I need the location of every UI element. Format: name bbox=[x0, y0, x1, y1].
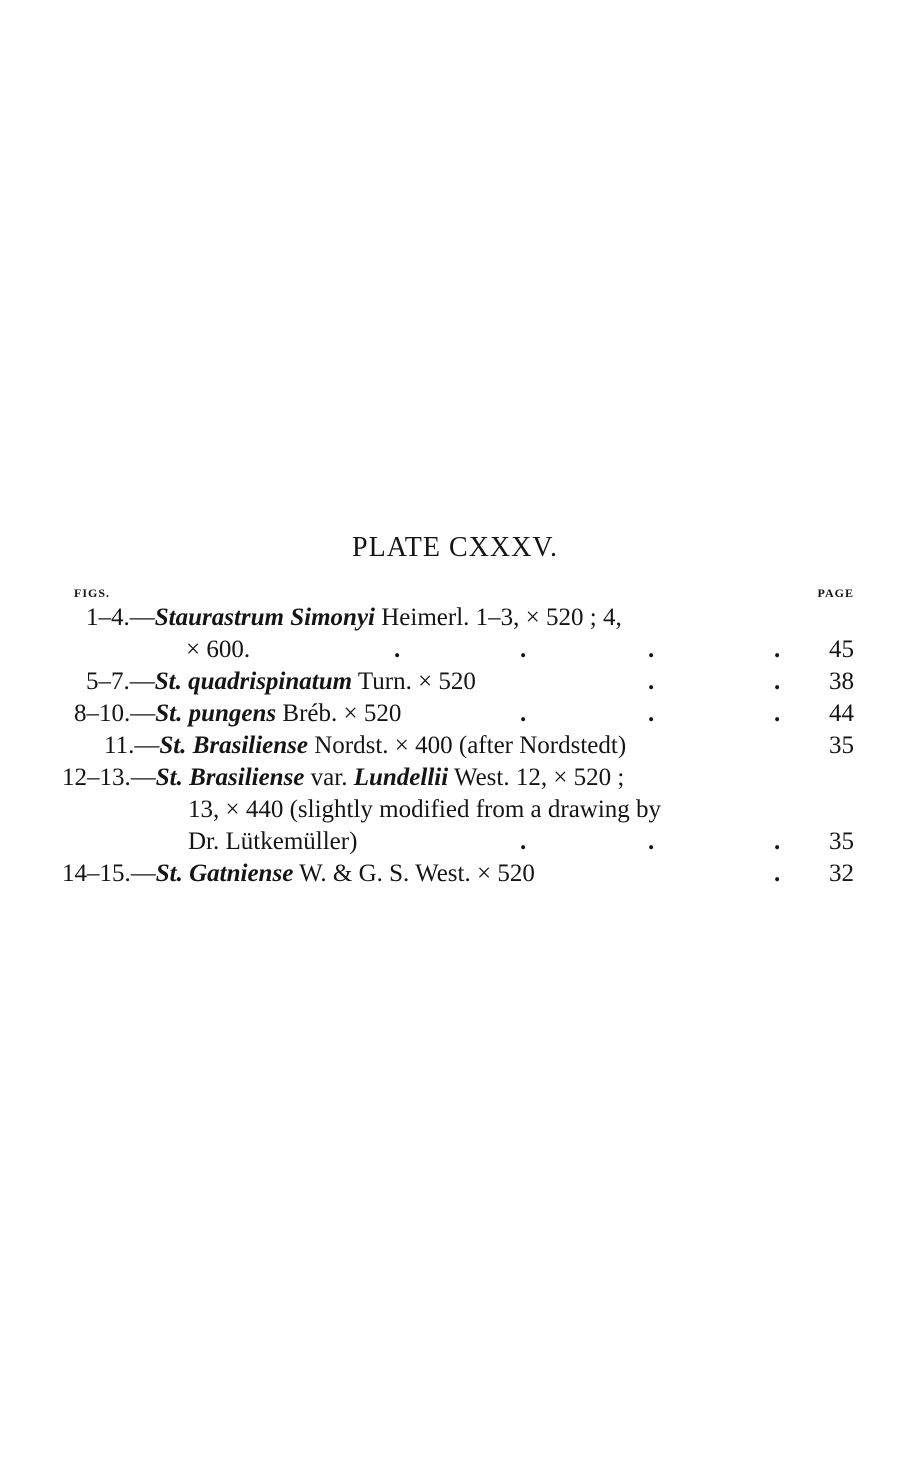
species-name: Simonyi bbox=[290, 604, 375, 631]
entry-text: × 600. bbox=[186, 636, 251, 663]
leader-dot: . bbox=[648, 700, 655, 727]
entry-text: Turn. × 520 bbox=[352, 668, 476, 695]
genus-name: St. bbox=[159, 732, 187, 759]
species-name: Brasiliense bbox=[192, 732, 308, 759]
page-number: 32 bbox=[829, 860, 854, 887]
figure-number: 1–4. bbox=[86, 604, 130, 631]
genus-name: St. bbox=[155, 700, 183, 727]
genus-name: St. bbox=[155, 860, 183, 887]
genus-name: St. bbox=[155, 764, 183, 791]
entry-row: 12–13.—St. Brasiliense var. Lundellii West. 12, × 520 ; bbox=[62, 764, 625, 791]
entry-text: W. & G. S. West. × 520 bbox=[293, 860, 535, 887]
leader-dot: . bbox=[648, 668, 655, 695]
page-number: 35 bbox=[829, 828, 854, 855]
entry-text: Bréb. × 520 bbox=[276, 700, 402, 727]
page-number: 44 bbox=[829, 700, 854, 727]
figs-column-header: FIGS. bbox=[74, 586, 111, 600]
entry-continuation bbox=[0, 794, 900, 826]
figure-number: 12–13. bbox=[62, 764, 131, 791]
entry-row: 11.—St. Brasiliense Nordst. × 400 (after Nordstedt) 35 bbox=[0, 730, 900, 762]
page-number: 38 bbox=[829, 668, 854, 695]
page-number: 45 bbox=[829, 636, 854, 663]
entry-text: Heimerl. 1–3, × 520 ; 4, bbox=[375, 604, 622, 631]
figure-number: 11. bbox=[104, 732, 135, 759]
genus-name: St. bbox=[154, 668, 182, 695]
leader-dot: . bbox=[648, 828, 655, 855]
species-name: Brasiliense bbox=[189, 764, 305, 791]
entry-text: Nordst. × 400 (after Nordstedt) bbox=[307, 732, 627, 759]
leader-dot: . bbox=[394, 636, 401, 663]
leader-dot: . bbox=[520, 700, 527, 727]
variety-name: Lundellii bbox=[353, 764, 449, 791]
entry-row: 14–15.—St. Gatniense W. & G. S. West. × 520 . 32 bbox=[0, 858, 900, 890]
figure-number: 8–10. bbox=[74, 700, 131, 727]
leader-dot: . bbox=[648, 636, 655, 663]
entry-row: 5–7.—St. quadrispinatum Turn. × 520 . . 38 bbox=[0, 666, 900, 698]
leader-dot: . bbox=[774, 828, 781, 855]
leader-dot: . bbox=[774, 668, 781, 695]
entry-row: 8–10.—St. pungens Bréb. × 520 . . . 44 bbox=[0, 698, 900, 730]
genus-name: Staurastrum bbox=[154, 604, 284, 631]
leader-dot: . bbox=[520, 828, 527, 855]
page-number: 35 bbox=[829, 732, 854, 759]
entry-continuation bbox=[0, 826, 900, 858]
species-name: quadrispinatum bbox=[188, 668, 353, 695]
leader-dot: . bbox=[520, 636, 527, 663]
figure-number: 14–15. bbox=[62, 860, 131, 887]
leader-dot: . bbox=[774, 700, 781, 727]
species-name: Gatniense bbox=[189, 860, 294, 887]
leader-dot: . bbox=[774, 636, 781, 663]
entry-continuation bbox=[0, 634, 900, 666]
page-column-header: PAGE bbox=[817, 586, 854, 600]
figure-number: 5–7. bbox=[86, 668, 130, 695]
leader-dot: . bbox=[774, 860, 781, 887]
plate-title: PLATE CXXXV. bbox=[352, 532, 558, 563]
entry-text: West. 12, × 520 ; bbox=[448, 764, 625, 791]
entry-text: Dr. Lütkemüller) bbox=[188, 828, 358, 855]
entry-row: 1–4.—Staurastrum Simonyi Heimerl. 1–3, × 520 ; 4, bbox=[86, 604, 622, 631]
species-name: pungens bbox=[188, 700, 277, 727]
entry-text: 13, × 440 (slightly modified from a drawing by bbox=[188, 796, 662, 823]
